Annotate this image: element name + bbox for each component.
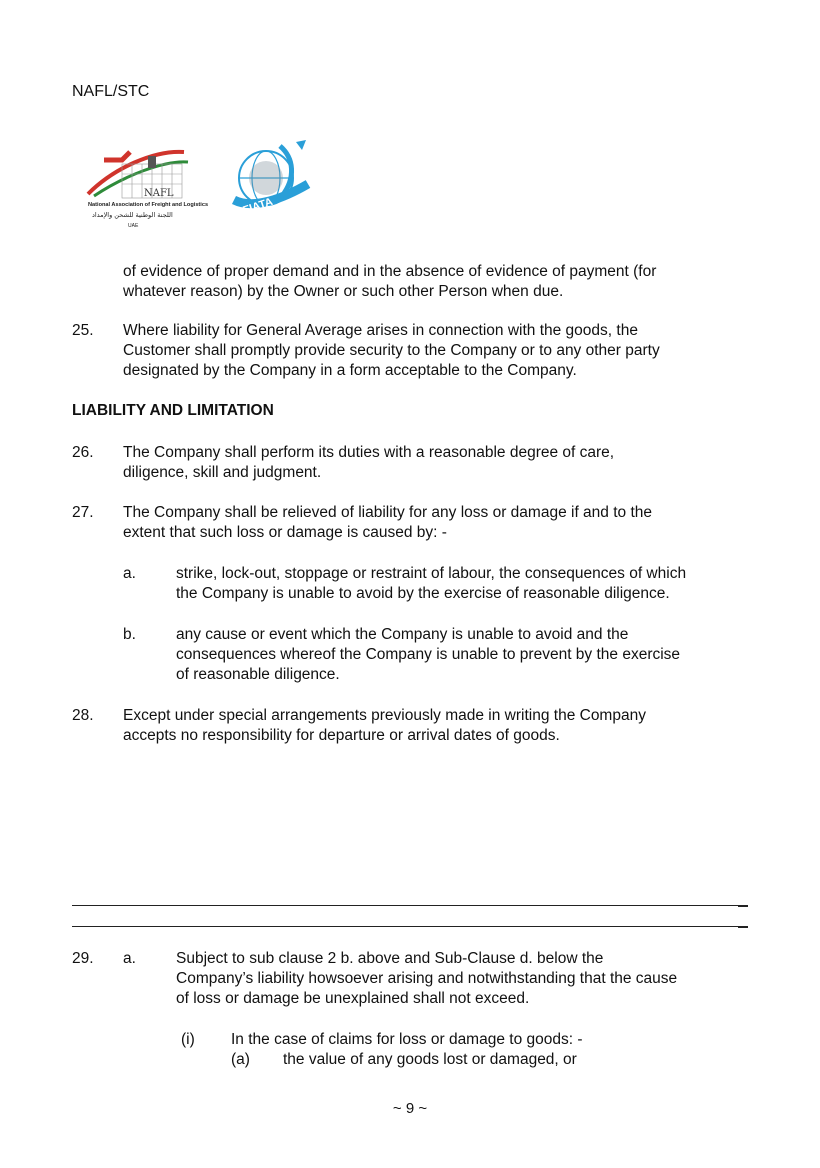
subclause-label: (i) [181,1031,195,1048]
section-heading: LIABILITY AND LIMITATION [72,402,274,419]
horizontal-rule [72,905,748,906]
clause-27-text: extent that such loss or damage is caused by: - [123,524,447,541]
clause-29a-text: Subject to sub clause 2 b. above and Sub-Clause d. below the [176,950,604,967]
logo-area [84,138,324,230]
continuation-line: of evidence of proper demand and in the absence of evidence of payment (for [123,263,657,280]
clause-number: 25. [72,322,94,339]
page-number: ~ 9 ~ [392,1100,428,1117]
clause-27b-text: any cause or event which the Company is unable to avoid and the [176,626,629,643]
continuation-line: whatever reason) by the Owner or such other Person when due. [123,283,564,300]
clause-28-text: Except under special arrangements previously made in writing the Company [123,707,646,724]
nafl-caption-en: National Association of Freight and Logistics [88,202,209,208]
subclause-label: b. [123,626,136,643]
nafl-logo-icon [84,138,324,230]
clause-number: 26. [72,444,94,461]
fiata-mark-text: FIATA [241,195,275,217]
clause-27a-text: strike, lock-out, stoppage or restraint of labour, the consequences of which [176,565,687,582]
clause-27b-text: of reasonable diligence. [176,666,340,683]
horizontal-rule [738,927,748,928]
clause-29ia-text: the value of any goods lost or damaged, or [283,1051,577,1068]
clause-26-text: The Company shall perform its duties with a reasonable degree of care, [123,444,615,461]
clause-26-text: diligence, skill and judgment. [123,464,322,481]
nafl-country: UAE [128,223,139,229]
clause-29a-text: of loss or damage be unexplained shall not exceed. [176,990,530,1007]
clause-27-text: The Company shall be relieved of liability for any loss or damage if and to the [123,504,653,521]
horizontal-rule [738,906,748,907]
clause-27b-text: consequences whereof the Company is unable to prevent by the exercise [176,646,681,663]
subclause-label: a. [123,565,136,582]
fiata-logo-icon [234,140,308,217]
clause-25-text: Where liability for General Average arises in connection with the goods, the [123,322,638,339]
nafl-mark-text: NAFL [144,188,174,199]
nafl-caption-ar: اللجنة الوطنية للشحن والإمداد [92,211,173,219]
clause-28-text: accepts no responsibility for departure or arrival dates of goods. [123,727,560,744]
clause-25-text: Customer shall promptly provide security to the Company or to any other party [123,342,660,359]
clause-number: 27. [72,504,94,521]
clause-29a-text: Company’s liability howsoever arising and notwithstanding that the cause [176,970,678,987]
clause-27a-text: the Company is unable to avoid by the exercise of reasonable diligence. [176,585,670,602]
clause-29i-text: In the case of claims for loss or damage to goods: - [231,1031,583,1048]
clause-25-text: designated by the Company in a form acceptable to the Company. [123,362,577,379]
document-reference: NAFL/STC [72,83,150,100]
clause-number: 29. [72,950,94,967]
subclause-label: a. [123,950,136,967]
horizontal-rule [72,926,748,927]
subclause-label: (a) [231,1051,250,1068]
clause-number: 28. [72,707,94,724]
